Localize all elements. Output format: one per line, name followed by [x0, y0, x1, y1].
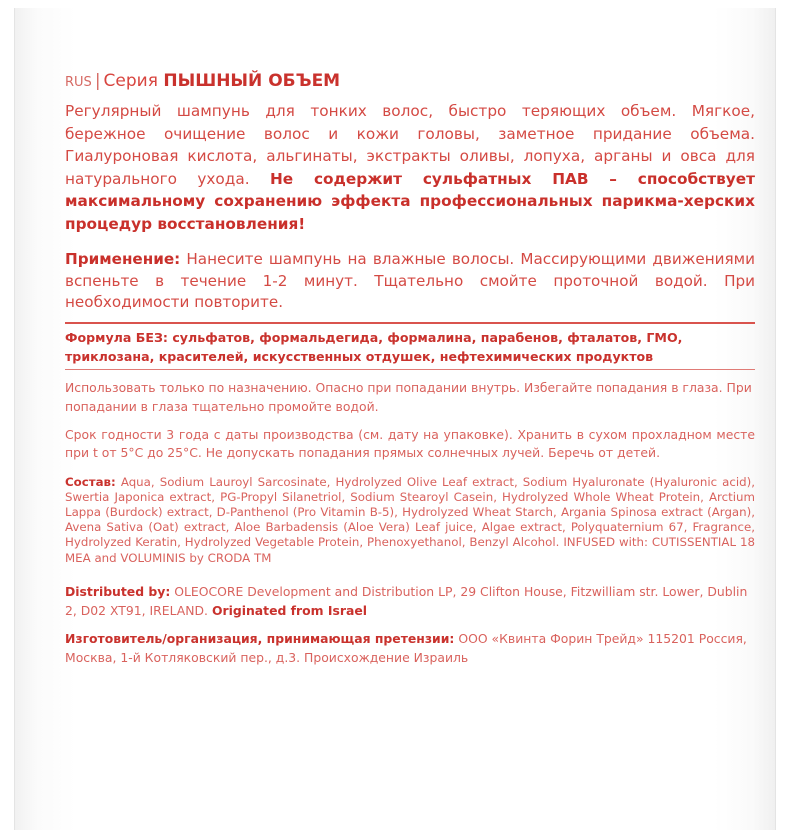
distributor-text: OLEOCORE Development and Distribution LP, 29 Clifton House, Fitzwilliam str. Lower, Dublin 2, D02 XT91, IRELAND.	[65, 583, 748, 619]
ingredients-text: Aqua, Sodium Lauroyl Sarcosinate, Hydrolyzed Olive Leaf extract, Sodium Hyaluronate (Hyaluronic acid), Swertia Japonica extract, PG-Propyl Silanetriol, Sodium Stearoyl Casein, Hydrolyzed Whole Wheat Protein, Arctium Lappa (Burdock) extract, D-Panthenol (Pro Vitamin B-5), Hydrolyzed Wheat Starch, Argania Spinosa extract (Argan), Avena Sativa (Oat) extract, Aloe Barbadensis (Aloe Vera) Leaf juice, Algae extract, Polyquaternium 67, Fragrance, Hydrolyzed Keratin, Hydrolyzed Vegetable Protein, Phenoxyethanol, Benzyl Alcohol. INFUSED with: CUTISSENTIAL 18 MEA and VOLUMINIS by CRODA TM	[65, 474, 756, 565]
ingredients-list	[65, 475, 755, 566]
safety-warning: Использовать только по назначению. Опасно при попадании внутрь. Избегайте попадания в глаза. При попадании в глаза тщательно промойте водой.	[65, 379, 752, 414]
origin-text: Originated from Israel	[211, 603, 367, 619]
usage-text: Нанесите шампунь на влажные волосы. Массирующими движениями вспеньте в течение 1-2 минут. Тщательно смойте проточной водой. При необходимости повторите.	[65, 250, 755, 311]
description-text: Регулярный шампунь для тонких волос, быстро теряющих объем. Мягкое, бережное очищение волос и кожи головы, заметное придание объема. Гиалуроновая кислота, альгинаты, экстракты оливы, лопуха, арганы и овса для натурального ухода.	[65, 102, 755, 188]
product-description	[65, 100, 755, 235]
usage-label: Применение:	[65, 250, 181, 268]
distributor-info	[65, 582, 755, 621]
manufacturer-info	[65, 629, 755, 668]
description-highlight: Не содержит сульфатных ПАВ – способствует максимальному сохранению эффекта профессиональных парикма-херских процедур восстановления!	[65, 169, 755, 233]
series-title	[65, 70, 755, 94]
usage-instructions	[65, 249, 755, 314]
series-name: ПЫШНЫЙ ОБЪЕМ	[163, 71, 341, 91]
label-content	[65, 70, 755, 668]
ingredients-label: Состав:	[65, 474, 116, 489]
formula-free-list: Формула БЕЗ: сульфатов, формальдегида, формалина, парабенов, фталатов, ГМО, триклозана, красителей, искусственных отдушек, нефтехимических продуктов	[65, 329, 683, 364]
series-label: Серия	[103, 71, 158, 91]
title-separator: |	[94, 71, 101, 91]
divider-top	[65, 322, 755, 324]
product-label	[14, 8, 776, 830]
language-code: RUS	[65, 75, 92, 90]
manufacturer-label: Изготовитель/организация, принимающая претензии:	[65, 630, 455, 646]
divider-bottom	[65, 369, 755, 370]
distributor-label: Distributed by:	[65, 583, 171, 599]
manufacturer-text: ООО «Квинта Форин Трейд» 115201 Россия, Москва, 1-й Котляковский пер., д.3. Происхождение Израиль	[65, 630, 747, 666]
storage-info: Срок годности 3 года с даты производства (см. дату на упаковке). Хранить в сухом прохладном месте при t от 5°C до 25°C. Не допускать попадания прямых солнечных лучей. Беречь от детей.	[65, 426, 755, 460]
